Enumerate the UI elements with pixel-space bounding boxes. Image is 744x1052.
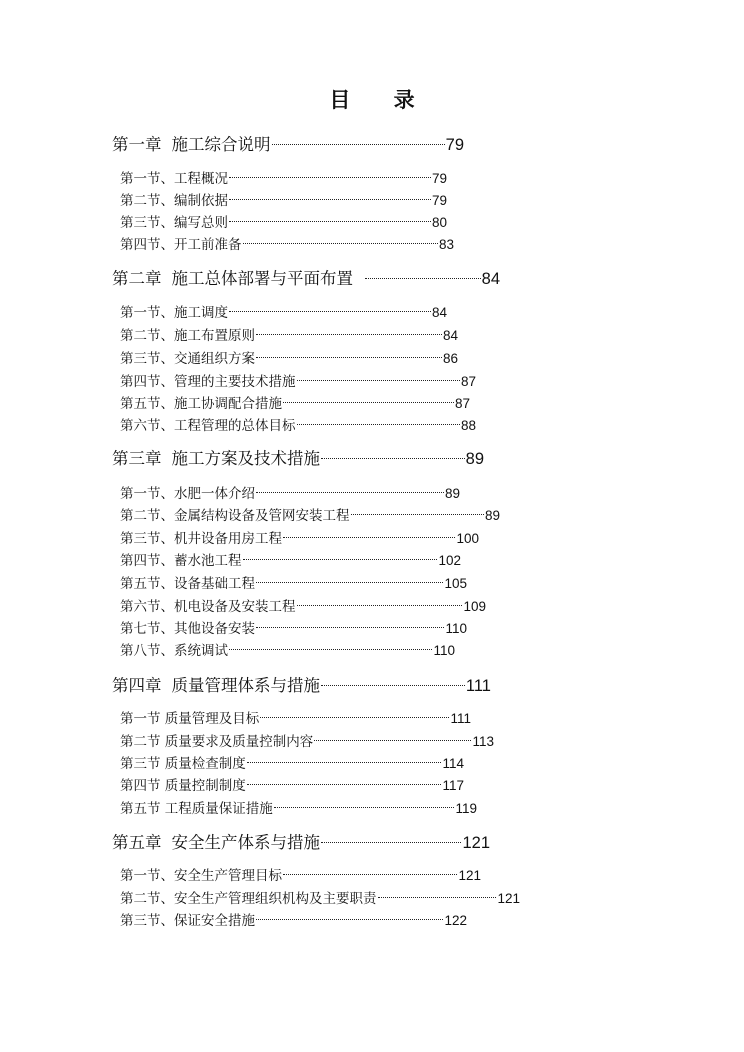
toc-section[interactable] [120, 639, 455, 659]
chapter-title: 施工总体部署与平面布置 [171, 269, 353, 288]
section-title: 第八节、系统调试 [120, 643, 228, 659]
toc-chapter-5[interactable] [112, 829, 490, 853]
page-number: 105 [444, 576, 467, 591]
page-number: 79 [445, 136, 464, 154]
toc-section[interactable] [120, 774, 464, 794]
toc-section[interactable] [120, 324, 458, 344]
dot-leader [283, 402, 454, 403]
toc-section[interactable] [120, 864, 481, 884]
page-number: 111 [450, 711, 471, 726]
section-title: 第三节、机井设备用房工程 [120, 531, 282, 547]
toc-section[interactable] [120, 167, 447, 187]
section-title: 第一节、水肥一体介绍 [120, 486, 255, 502]
dot-leader [297, 424, 460, 425]
page-number: 117 [442, 778, 464, 793]
toc-section[interactable] [120, 527, 479, 547]
chapter-title: 施工方案及技术措施 [171, 449, 320, 468]
toc-section[interactable] [120, 730, 494, 750]
dot-leader [365, 278, 481, 279]
toc-section[interactable] [120, 301, 447, 321]
dot-leader [229, 199, 431, 200]
dot-leader [272, 144, 445, 145]
section-title: 第一节 质量管理及目标 [120, 711, 260, 727]
toc-chapter-2[interactable] [112, 265, 500, 289]
dot-leader [247, 784, 442, 785]
section-title: 第三节、交通组织方案 [120, 351, 255, 367]
toc-section[interactable] [120, 414, 476, 434]
chapter-title: 施工综合说明 [171, 135, 271, 154]
page-number: 119 [455, 801, 477, 816]
page-number: 121 [462, 834, 490, 852]
dot-leader [229, 311, 431, 312]
chapter-number: 第四章 [112, 676, 162, 695]
toc-chapter-4[interactable] [112, 672, 491, 696]
page-number: 89 [444, 486, 460, 501]
section-title: 第六节、机电设备及安装工程 [120, 599, 296, 615]
section-title: 第一节、安全生产管理目标 [120, 868, 282, 884]
chapter-number: 第三章 [112, 449, 162, 468]
toc-title: 目 录 [329, 88, 433, 112]
toc-section[interactable] [120, 347, 458, 367]
toc-chapter-3[interactable] [112, 445, 484, 469]
dot-leader [229, 221, 431, 222]
dot-leader [314, 740, 471, 741]
section-title: 第四节、开工前准备 [120, 237, 242, 253]
section-title: 第四节、管理的主要技术措施 [120, 374, 296, 390]
section-title: 第七节、其他设备安装 [120, 621, 255, 637]
dot-leader [256, 492, 444, 493]
toc-section[interactable] [120, 504, 500, 524]
page-number: 88 [460, 418, 476, 433]
chapter-number: 第二章 [112, 269, 162, 288]
page-number: 100 [456, 531, 479, 546]
dot-leader [283, 874, 457, 875]
page-number: 121 [458, 868, 481, 883]
dot-leader [229, 177, 431, 178]
page-number: 83 [438, 237, 454, 252]
toc-section[interactable] [120, 595, 486, 615]
page-number: 87 [454, 396, 470, 411]
dot-leader [256, 627, 444, 628]
page-number: 89 [484, 508, 500, 523]
toc-section[interactable] [120, 887, 520, 907]
section-title: 第三节、编写总则 [120, 215, 228, 231]
section-title: 第二节 质量要求及质量控制内容 [120, 734, 314, 750]
section-title: 第一节、工程概况 [120, 171, 228, 187]
section-title: 第四节、蓄水池工程 [120, 553, 242, 569]
dot-leader [378, 897, 497, 898]
toc-section[interactable] [120, 752, 464, 772]
page-number: 102 [438, 553, 461, 568]
page-number: 86 [442, 351, 458, 366]
dot-leader [321, 458, 465, 459]
section-title: 第二节、施工布置原则 [120, 328, 255, 344]
dot-leader [247, 762, 442, 763]
page-number: 79 [431, 193, 447, 208]
page-number: 114 [442, 756, 464, 771]
dot-leader [297, 605, 463, 606]
dot-leader [243, 243, 438, 244]
dot-leader [283, 537, 455, 538]
chapter-title: 安全生产体系与措施 [171, 833, 320, 852]
page-number: 79 [431, 171, 447, 186]
section-title: 第五节、设备基础工程 [120, 576, 255, 592]
page-number: 113 [472, 734, 494, 749]
section-title: 第一节、施工调度 [120, 305, 228, 321]
dot-leader [256, 582, 443, 583]
section-title: 第四节 质量控制制度 [120, 778, 246, 794]
dot-leader [297, 380, 460, 381]
toc-section[interactable] [120, 617, 467, 637]
dot-leader [243, 559, 438, 560]
toc-chapter-1[interactable] [112, 131, 464, 155]
page-number: 122 [444, 913, 467, 928]
dot-leader [229, 649, 432, 650]
section-title: 第三节、保证安全措施 [120, 913, 255, 929]
dot-leader [321, 685, 465, 686]
section-title: 第三节 质量检查制度 [120, 756, 246, 772]
toc-section[interactable] [120, 392, 470, 412]
toc-section[interactable] [120, 707, 471, 727]
section-title: 第二节、金属结构设备及管网安装工程 [120, 508, 350, 524]
toc-section[interactable] [120, 482, 460, 502]
section-title: 第二节、安全生产管理组织机构及主要职责 [120, 891, 377, 907]
dot-leader [256, 919, 443, 920]
toc-section[interactable] [120, 797, 477, 817]
page-number: 80 [431, 215, 447, 230]
page-number: 84 [442, 328, 458, 343]
chapter-title: 质量管理体系与措施 [171, 676, 320, 695]
toc-section[interactable] [120, 211, 447, 231]
dot-leader [274, 807, 455, 808]
section-title: 第二节、编制依据 [120, 193, 228, 209]
dot-leader [256, 357, 442, 358]
page-number: 84 [431, 305, 447, 320]
page-number: 110 [433, 643, 455, 658]
toc-section[interactable] [120, 549, 461, 569]
chapter-number: 第五章 [112, 833, 162, 852]
page-number: 121 [497, 891, 520, 906]
page-number: 109 [463, 599, 486, 614]
dot-leader [260, 717, 449, 718]
page-number: 84 [481, 270, 500, 288]
toc-section[interactable] [120, 233, 454, 253]
page-number: 110 [445, 621, 467, 636]
section-title: 第五节、施工协调配合措施 [120, 396, 282, 412]
page-number: 111 [465, 677, 491, 695]
toc-section[interactable] [120, 189, 447, 209]
dot-leader [351, 514, 484, 515]
toc-section[interactable] [120, 370, 476, 390]
section-title: 第五节 工程质量保证措施 [120, 801, 273, 817]
section-title: 第六节、工程管理的总体目标 [120, 418, 296, 434]
toc-section[interactable] [120, 572, 467, 592]
toc-section[interactable] [120, 909, 467, 929]
page-number: 89 [465, 450, 484, 468]
dot-leader [256, 334, 442, 335]
dot-leader [321, 842, 461, 843]
chapter-number: 第一章 [112, 135, 162, 154]
page-number: 87 [460, 374, 476, 389]
